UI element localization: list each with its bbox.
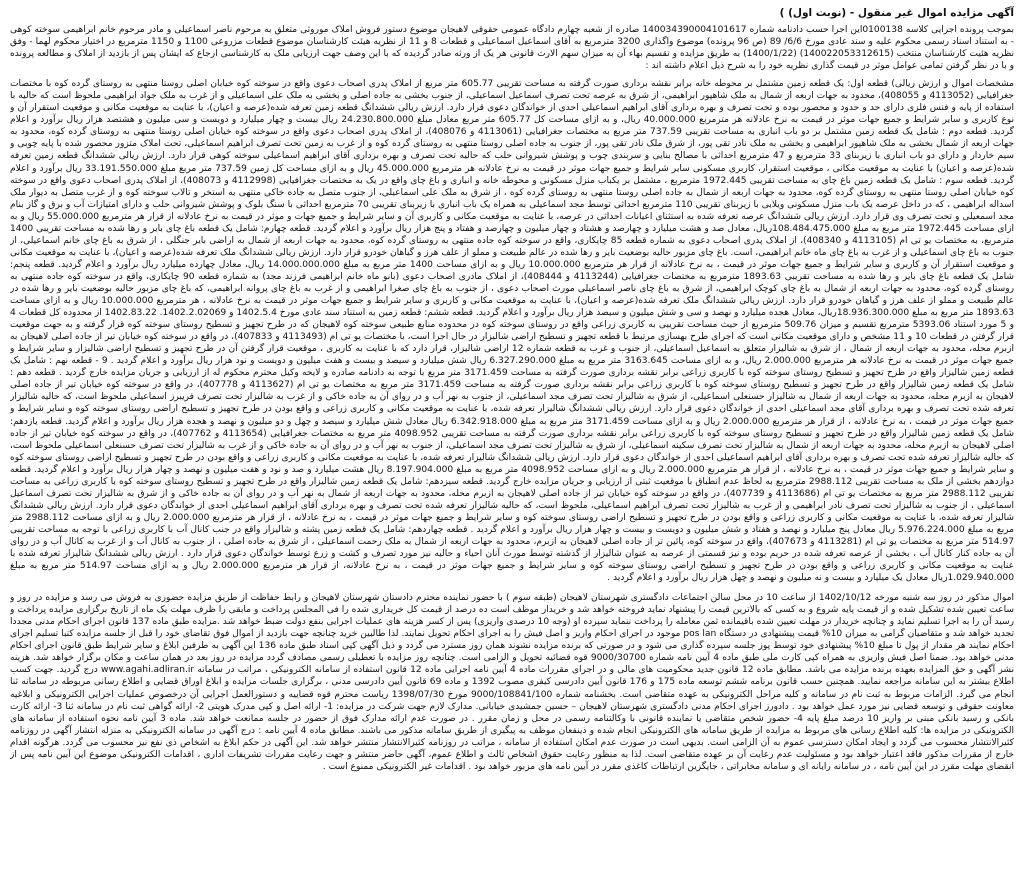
auction-terms-paragraph: اموال مذکور در روز سه شنبه مورخه 1402/10/12 از ساعت 10 در محل سالن اجتماعات دادگستری شهرستان لاهیجان (طبقه سوم ) با حضور نماینده محترم دادستان شهرستان لاهیجان و رابط حفاظت از طریق مزایده حضوری به فروش می رسد و مزایده در روز و ساعت تعیین شده تشکیل شده و از قیمت پایه شروع و به کسی که بالاترین قیمت را پیشنهاد نماید فروخته خواهد شد و خریدار موظف است ده درصد از قیمت کل خریداری شده را فی المجلس پرداخت و مابقی را ظرف مهلت یک ماه از تاریخ برگزاری مزایده پرداخت و رسید آن را به اجرا تسلیم نماید و چنانچه خریدار در مهلت تعیین شده باقیمانده ثمن معامله را پرداخت ننماید سپرده او (وجه 10 درصدی واریزی) پس از کسر هزینه های عملیات اجرایی بنفع دولت ضبط خواهد شد .مزایده طبق ماده 137 قانون اجرای احکام مدنی مجددا تجدید خواهد شد و متقاضیان گرامی به میزان 10% قیمت پیشنهادی در دستگاه pos lan موجود در اجرای احکام واریز و اصل فیش را به اجرای احکام تحویل نمایند. لذا طالبین خرید چنانچه جهت بازدید از اموال فوق تقاضای خود را قبل از جلسه مزایده کتبا تسلیم اجرای احکام نمایند هر مقدار از پول تا مبلغ 10% پیشنهادی خود توسط پوز جلسه سپرده گذاری می شود و در صورتی که برنده مزایده نشوند همان روز مسترد می گردد و ذیل آگهی کپی اسناد طبق ماده 136 این آگهی به طرفین ابلاغ و سایر شرایط طبق قانون اجرای احکام مدنی خواهد بود. ضمنا اصل فیش واریزی به همراه کپی کارت ملی طبق ماده 4 آیین نامه شماره 9000/30700 قوه قضائیه تحویل و الزامی است. چنانچه روز مزایده با تعطیلی رسمی مصادف گردد مزایده در روز بعد در همان ساعت و مکان برگزار خواهد شد. هزینه نشر آگهی و حق المزایده بعهده برنده مزایده می باشد. مطابق ماده 12 قانون جدید محکومیت های مالی و در اجرای مقررات ماده 4 آیین نامه اجرایی ماده 12 قانون استفاده از سامانه الکترونیکی ، مراتب در سامانه www.agahi.adliran.ir درج گردید. جهت کسب اطلاع بیشتر به این سامانه مراجعه نمایید. همچنین حسب قانون برنامه ششم توسعه ماده 175 و 176 قانون آیین دادرسی کیفری مصوب 1392 و ماده 69 قانون آیین دادرسی مدنی ، برگزاری جلسات مزایده و ابلاغ اوراق قضایی و اطلاع رسانی مربوطه در سامانه ثنا انجام می گیرد. الزامات مربوط به ثبت نام در سامانه و کلیه مراحل الکترونیکی به عهده متقاضی است. بخشنامه شماره 9000/108841/100 مورخ 1398/07/30 ریاست محترم قوه قضاییه و دستورالعمل اجرایی آن درخصوص عملیات اجرایی الکترونیکی و ابلاغیه معاونت حقوقی و توسعه قضایی نیز مورد عمل خواهد بود . دادورز اجرای احکام مدنی دادگستری شهرستان لاهیجان – حسین جمشیدی خیابانی. مدارک لازم جهت شرکت در مزایده: 1- ارائه اصل و کپی مدرک هویتی 2- ارائه گواهی ثبت نام در سامانه ثنا 3- ارائه کارت بانکی و رسید بانکی مبنی بر واریز 10 درصد مبلغ پایه 4- حضور شخص متقاضی یا نماینده قانونی با وکالتنامه رسمی در محل و زمان مقرر . در صورت عدم ارائه مدارک فوق از حضور در جلسه ممانعت خواهد شد. ماده 3 آیین نامه نحوه استفاده از سامانه های الکترونیکی در مزایده ها: کلیه اطلاع رسانی های مربوط به مزایده از طریق سامانه های الکترونیکی انجام شده و ذینفعان موظف به پیگیری از طریق سامانه مذکور می باشند. مطابق ماده 4 آیین نامه : درج آگهی در سامانه الکترونیکی به منزله انتشار آگهی در روزنامه کثیرالانتشار محسوب می گردد و ایجاد امکان دسترسی عموم به آن الزامی است. بدیهی است در صورت عدم امکان استفاده از سامانه ، مراتب در روزنامه کثیرالانتشار منتشر خواهد شد. این آگهی در حکم ابلاغ به اشخاص ذی نفع نیز محسوب می گردد. هرگونه اقدام خارج از مقررات مذکور فاقد اعتبار خواهد بود و مسئولیت عدم رعایت آن بر عهده متقاضی است. لذا به منظور رعایت حقوق اشخاص ثالث و اطلاع عموم، آگهی حاضر منتشر و جهت رعایت مقررات تشریفات اداری ، اقدامات الکترونیکی موضوع این آیین نامه پس از انقضای مهلت مقرر در این آیین نامه ، در سامانه رایانه ای و سامانه مخابراتی ، جایگزین ارتباطات کاغذی مقرر در آیین نامه های مزبور خواهد بود . اقدامات غیر الکترونیکی ممنوع است . [10,593,1014,772]
case-intro-paragraph: بموجب پرونده اجرایی کلاسه 0100138این اجرا حسب دادنامه شماره 140034390004101617 صادره از شعبه چهارم دادگاه عمومی حقوقی لاهیجان موضوع دستور فروش املاک موروثی متعلق به مرحوم ناصر اسماعیلی و مادر مرحوم خانم ابراهیمی سوخته کوهی - به استناد اسناد رسمی محکوم علیه و سند عادی مورخ 6/6/ 89 (ص 96 پرونده) موضوع واگذاری 3200 مترمربع به آقای اسماعیل اسماعیلی و قطعات 8 و 11 از نظریه هیئت کارشناسان موضوع قطعات مزروعی 1100 و 1150 مترمربع در اختیار محکوم لهما - وفق نظریه هئیت کارشناسان منتخب (140022053312615) (1400/1/22) به طریق مزایده و تقسیم بهاء آن به میزان سهم الارث قانونی هر یک از ورثه صادر گردیده که با این وصف جهت ارزیابی ملک به کارشناسی ارجاع که ایشان پس از بازدید از املاک و مطالعه پرونده و با در نظر گرفتن تمامی عوامل موثر در قیمت گذاری نظریه خود را به شرح ذیل اعلام داشته اند : [10,25,1014,72]
property-specs-paragraph: مشخصات اموال و ارزش ریالی) قطعه اول: یک قطعه زمین مشتمل بر محوطه خانه برابر نقشه برداری صورت گرفته به مساحت تقریبی 605.77 متر مربع از املاک پدری اصحاب دعوی واقع در سوخته کوه خیابان اصلی روستا منتهی به روستای گرده کوه با مختصات جغرافیایی (4113052 و 408055)، محدود به جهات اربعه از شمال به ملک شاهپور ابراهیمی، از شرق به عرصه تحت تصرف اسماعیل اسماعیلی، از جنوب بخشی به جاده اصلی و بخشی به ملک علی اسماعیلی و از غرب به ملک جواد ابراهیمی ملحوظ است که حالیه با استفاده از پایه و فنس فلزی دارای حد و حدود و محصور بوده و تحت تصرف و بهره برداری آقای ابراهیم اسماعیلی احدی از خواندگان دعوی قرار دارد. ارزش ریالی ششدانگ قطعه زمین تعرفه شده(عرصه و اعیان)، با عنایت به موقعیت مکانی و موقعیت استقرار آن و نوع کاربری و سایر شرایط و جمیع جهات موثر در قیمت به نرخ عادلانه هر مترمربع 40.000.000 ریال، و به ازای مساحت کل 605.77 متر مربع معادل مبلغ 24.230.800.000 ریال بیست و چهار میلیارد و دویست و سی میلیون و هشتصد هزار ریال برآورد و اعلام گردید. قطعه دوم : شامل یک قطعه زمین مشتمل بر دو باب انباری به مساحت تقریبی 737.59 متر مربع به مختصات جغرافیایی (4113061 و 408076)، از املاک پدری اصحاب دعوی واقع در سوخته کوه خیابان اصلی روستا منتهی به روستای گرده کوه، محدود به جهات اربعه از شمال بخشی به ملک شاهپور ابراهیمی و بخشی به ملک نادر تقی پور، از شرق ملک نادر تقی پور، از جنوب به جاده اصلی روستا منتهی به روستای گرده کوه و از غرب به زمین تحت تصرف ابراهیم اسماعیلی، تحت املاک متزور محصور شده با پایه چوبی و سیم خاردار و دارای دو باب انباری با زیربنای 33 مترمربع و 47 مترمربع احداثی با مصالح بنایی و سربندی چوب و پوشش شیروانی حلب که حالیه تحت تصرف و بهره برداری آقای ابراهیم اسماعیلی سوخته کوهی قرار دارد. ارزش ریالی ششدانگ قطعه زمین تعرفه شده(عرصه و اعیان) با عنایت به موقعیت مکانی ، موقعیت استقرار، کاربری مسکونی سایر شرایط و جمیع جهات موثر در قیمت به نرخ عادلانه هر مترمربع 45.000.000 ریال و به ازای مساحت کل زمین 737.59 متر مربع مبلغ 33.191.550.000 ریال برآورد و اعلام گردید. قطعه سوم : شامل یک قطعه زمین باغ چای به مساحت تقریبی 1972.445 مترمربع ، مشتمل بر یکباب منزل مسکونی و محوطه خانه و انباری و باغ چای واقع در یک به مختصات جغرافیایی (4112998 و 408073)، از املاک پدری اصحاب دعوی واقع در سوخته کوه خیابان اصلی روستا منتهی به روستای گرده کوه، محدود به جهات اربعه از شمال به جاده اصلی روستا منتهی به روستای گرده کوه ، از شرق به ملک علی اسماعیلی، از جنوب متصل به جاده خاکی منتهی به استخر و تالاب سوخته کوه و از غرب متصل به دیوار ملک اسداله ابراهیمی ، که در داخل عرصه یک باب منزل مسکونی ویلایی با زیربنای تقریبی 110 مترمربع احداثی توسط مجد اسماعیلی به همراه یک باب انباری با زیربنای تقریبی 70 مترمربع احداثی با سنگ بلوک و پوشش شیروانی حلب و دارای امتیازات آب و برق و گاز بنام مجد اسمعیلی و تحت تصرف وی قرار دارد. ارزش ریالی ششدانگ عرصه تعرفه شده به استثنای اعیانات احداثی در عرصه، با عنایت به موقعیت مکانی و کاربری آن و سایر شرایط و جمیع جهات و موثر در قیمت به نرخ عادلانه از قرار هر مترمربع 55.000.000 ریال و به ازای مساحت 1972.445 متر مربع به مبلغ 108.484.475.000ریال، معادل صد و هشت میلیارد و چهارصد و هشتاد و چهار میلیون و چهارصد و هفتاد و پنج هزار ریال برآورد و اعلام گردید. قطعه چهارم: شامل یک قطعه باغ چای بایر و رها شده به مساحت تقریبی 1400 مترمربع، به مختصات یو تی ام (4113105 و 408340)، از املاک پدری اصحاب دعوی به شماره قطعه 85 چایکاری، واقع در سوخته کوه جاده منتهی به روستای گرده کوه، محدود به جهات اربعه از شمال به اراضی بایر جنگلی ، از شرق به باغ چای خانم اسماعیلی، از جنوب به باغ چای اسماعیلی و از غرب به باغ چای ماه خانم ابراهیمی، است. باغ چای مزبور حالیه بوضعیت بایر و رها شده در عالم طبیعت و مملو از علف هرز و گیاهان خودرو قرار دارد. ارزش ریالی ششدانگ ملک تعرفه شده(عرصه و اعیان)، با عنایت به موقعیت مکانی و موقعیت استقرار آن و کاربری و سایر شرایط و جمیع جهات موثر در قیمت ، به نرخ عادلانه از قرار هر مترمربع 10.000.000 ریال و به ازای مساحت 1400 متر مربع به مبلغ 14.000.000.000 ریال، معادل چهارده میلیارد ریال برآورد و اعلام گردید. قطعه پنجم: شامل یک قطعه باغ چای بایر و رها شده به مساحت تقریبی 1893.63 مترمربع به مختصات جغرافیایی (4113244 و 408444)، از املاک مادری اصحاب دعوی (بانو ماه خانم ابراهیمی فرزند مجد) به شماره قطعه 90 چایکاری، واقع در سوخته کوه جاده منتهی به روستای گرده کوه، محدود به جهات اربعه از شمال به باغ چای کوچک ابراهیمی، از شرق به باغ چای ناصر اسماعیلی مورث اصحاب دعوی ، از جنوب به باغ چای صغرا ابراهیمی و از غرب به باغ چای پروانه ابراهیمی، که باغ چای مزبور حالیه بوضعیت بایر و رها شده در عالم طبیعت و مملو از علف هرز و گیاهان خودرو قرار دارد. ارزش ریالی ششدانگ ملک تعرفه شده(عرصه و اعیان)، با عنایت به موقعیت مکانی و کاربری و سایر شرایط و جمیع جهات موثر در قیمت به نرخ عادلانه ، هر مترمربع 10.000.000 ریال و به ازای مساحت 1893.63 متر مربع به مبلغ 18.936.300.000ریال، معادل هجده میلیارد و نهصد و سی و شش میلیون و سیصد هزار ریال برآورد و اعلام گردید. قطعه ششم: قطعه زمین به استناد سند عادی مورخ 1402.5.4 و 1402.2.02069. 1402.83.22 از محدوده کل قطعات 4 و 5 مورد استناد 5393.06 مترمربع تقسیم و میزان 509.76 مترمربع از حیث مساحت تقریبی به کاربری زراعی واقع در روستای سوخته کوه در محدوده منابع طبیعی سوخته کوه لاهیجان که در طرح تجهیز و تسطیح روستای سوخته کوه قرار گرفته و به جهت موقعیت قرار گرفتن در قطعات 10 و 11 مشخص و دارای موقعیت مکانی است که اجرای طرح بهسازی مرتبط با قطعه تجهیز و تسطیح اراضی شالیزار در حال اجرا است، با مختصات یو تی ام (4113493 و 407833)، در واقع در سوخته کوه خیابان تیر از جاده اصلی لاهیجان به ازبرم محله، محدود به جهات اربعه از شمال ، از شرق به شالیزار متعلق به اسماعیل اسماعیلی، از جنوب و غرب به قطعه شماره 12 اراضی شالیزار، قرار دارد که با عنایت به کاربری ، موقعیت قرار گرفتن آن در طرح تجهیز و تسطیح اراضی شالیزار و سایر شرایط و جمیع جهات موثر در قیمت به نرخ عادلانه هر مترمربع 2.000.000 ریال، و به ازای مساحت 3163.645 متر مربع به مبلغ 6.327.290.000 ریال شش میلیارد و سیصد و بیست و هفت میلیون و دویست و نود هزار ریال برآورد و اعلام گردید . 9 - قطعه نهم : شامل یک قطعه زمین شالیزار واقع در طرح تجهیز و تسطیح روستای سوخته کوه با کاربری زراعی برابر نقشه برداری صورت گرفته به مساحت 3171.459 متر مربع با توجه به دادنامه صادره و لایحه وکیل محترم محکوم له از ارزیابی و جریان مزایده خارج گردید . قطعه دهم : شامل یک قطعه زمین شالیزار واقع در طرح تجهیز و تسطیح روستای سوخته کوه با کاربری زراعی برابر نقشه برداری صورت گرفته به مساحت 3171.459 متر مربع به مختصات یو تی ام (4113627 و 407778)، در واقع در سوخته کوه خیابان تیر از جاده اصلی لاهیجان به ازبرم محله، محدود به جهات اربعه از شمال به شالیزار حسنعلی اسماعیلی، از شرق به شالیزار تحت تصرف مجد اسماعیلی، از جنوب به نهر آب و در روای آن به جاده خاکی و از غرب به شالیزار تحت تصرف فریبرز اسماعیلی ملحوظ است، که حالیه شالیزار تعرفه شده تحت تصرف و بهره برداری آقای مجد اسماعیلی احدی از خواندگان دعوی قرار دارد. ارزش ریالی ششدانگ شالیزار تعرفه شده، با عنایت به موقعیت مکانی و کاربری زراعی و واقع بودن در طرح تجهیز و تسطیح اراضی روستای سوخته کوه و سایر شرایط و جمیع جهات موثر در قیمت ، به نرخ عادلانه ، از قرار هر مترمربع 2.000.000 ریال و به ازای مساحت 3171.459 متر مربع به مبلغ 6.342.918.000 ریال معادل شش میلیارد و سیصد و چهل و دو میلیون و نهصد و هجده هزار ریال برآورد و اعلام گردید. قطعه یازدهم: شامل یک قطعه زمین شالیزار واقع در طرح تجهیز و تسطیح روستای سوخته کوه با کاربری زراعی برابر نقشه برداری صورت گرفته به مساحت تقریبی 4098.952 متر مربع به مختصات جغرافیایی (4113654 و 407762)، در واقع در سوخته کوه خیابان تیر از جاده اصلی لاهیجان به ازبرم محله، محدود به جهات اربعه از شمال به شالیزار تحت تصرف سکینه اسماعیلی، از شرق به شالیزار تحت تصرف مجد اسماعیلی، از جنوب به نهر آب و در روای آن به جاده خاکی و از غرب به شالیزار تحت تصرف حسنعلی اسماعیلی ملحوظ است، که حالیه شالیزار تعرفه شده تحت تصرف و بهره برداری آقای ابراهیم اسماعیلی احدی از خواندگان دعوی قرار دارد. ارزش ریالی ششدانگ شالیزار تعرفه شده، با عنایت به موقعیت مکانی و کاربری زراعی و واقع بودن در طرح تجهیز و تسطیح اراضی روستای سوخته کوه و سایر شرایط و جمیع جهات موثر در قیمت ، به نرخ عادلانه ، از قرار هر مترمربع 2.000.000 ریال و به ازای مساحت 4098.952 متر مربع به مبلغ 8.197.904.000 ریال هشت میلیارد و صد و نود و هفت میلیون و نهصد و چهار هزار ریال برآورد و اعلام گردید. قطعه دوازدهم بخشی از ملک به مساحت تقریبی 2988.112 مترمربع به لحاظ عدم انطباق با موقعیت ثبتی از ارزیابی و جریان مزایده خارج گردید. قطعه سیزدهم: شامل یک قطعه زمین شالیزار واقع در طرح تجهیز و تسطیح روستای سوخته کوه با کاربری زراعی به مساحت تقریبی 2988.112 متر مربع به مختصات یو تی ام (4113686 و 407739)، در واقع در سوخته کوه خیابان تیر از جاده اصلی لاهیجان به ازبرم محله، محدود به جهات اربعه از شمال به نهر آب و در روای آن به جاده خاکی و از شرق به شالیزار تحت تصرف اسماعیل اسماعیلی ، از جنوب به شالیزار تحت تصرف نادر ابراهیمی و از غرب به شالیزار تحت تصرف ابراهیم اسماعیلی، ملحوظ است، که حالیه شالیزار تعرفه شده تحت تصرف و بهره برداری آقای ابراهیم اسماعیلی احدی از خواندگان دعوی قرار دارد. ارزش ریالی ششدانگ شالیزار تعرفه شده، با عنایت به موقعیت مکانی و کاربری زراعی و واقع بودن در طرح تجهیز و تسطیح اراضی روستای سوخته کوه و سایر شرایط و جمیع جهات موثر در قیمت ، به نرخ عادلانه ، از قرار هر مترمربع 2.000.000 ریال و به ازای مساحت 2988.112 متر مربع به مبلغ 5.976.224.000 ریال معادل پنج میلیارد و نهصد و هفتاد و شش میلیون و دویست و بیست و چهار هزار ریال برآورد و اعلام گردید . قطعه چهاردهم: شامل یک قطعه زمین پشته و شالیزار واقع در جنب کانال آب با کاربری زراعی با توجه به مساحت تقریبی 514.97 متر مربع به مختصات یو تی ام (4113281 و 407673)، واقع در سوخته کوه، پائین تر از جاده اصلی لاهیجان به ازبرم، محدود به جهات اربعه از شمال به ملک رحمت اسماعیلی ، از شرق به جاده اصلی ، از جنوب به کانال آب و از غرب به کانال آب و در روای آن به جاده کنار کانال آب ، بخشی از عرصه تعرفه شده در حریم بوده و نیز قسمتی از عرصه به عنوان شالیزار از گذشته توسط مورث آنان احیاء و حالیه نیز مورد تصرف و کشت و زرع توسط خواندگان دعوی قرار دارد . ارزش ریالی ششدانگ شالیزار تعرفه شده با عنایت به موقعیت مکانی و کاربری زراعی و واقع بودن در طرح تجهیز و تسطیح اراضی روستای سوخته کوه و سایر شرایط و جمیع جهات موثر در قیمت ، به نرخ عادلانه، از قرار هر مترمربع 2.000.000 ریال و به ازای مساحت 514.97 متر مربع به مبلغ 1.029.940.000ریال معادل یک میلیارد و بیست و نه میلیون و نهصد و چهل هزار ریال برآورد و اعلام گردید . [10,79,1014,584]
notice-title: آگهی مزایده اموال غیر منقول - (نوبت اول) ) [779,7,1014,19]
auction-notice-page [10,0,1014,868]
